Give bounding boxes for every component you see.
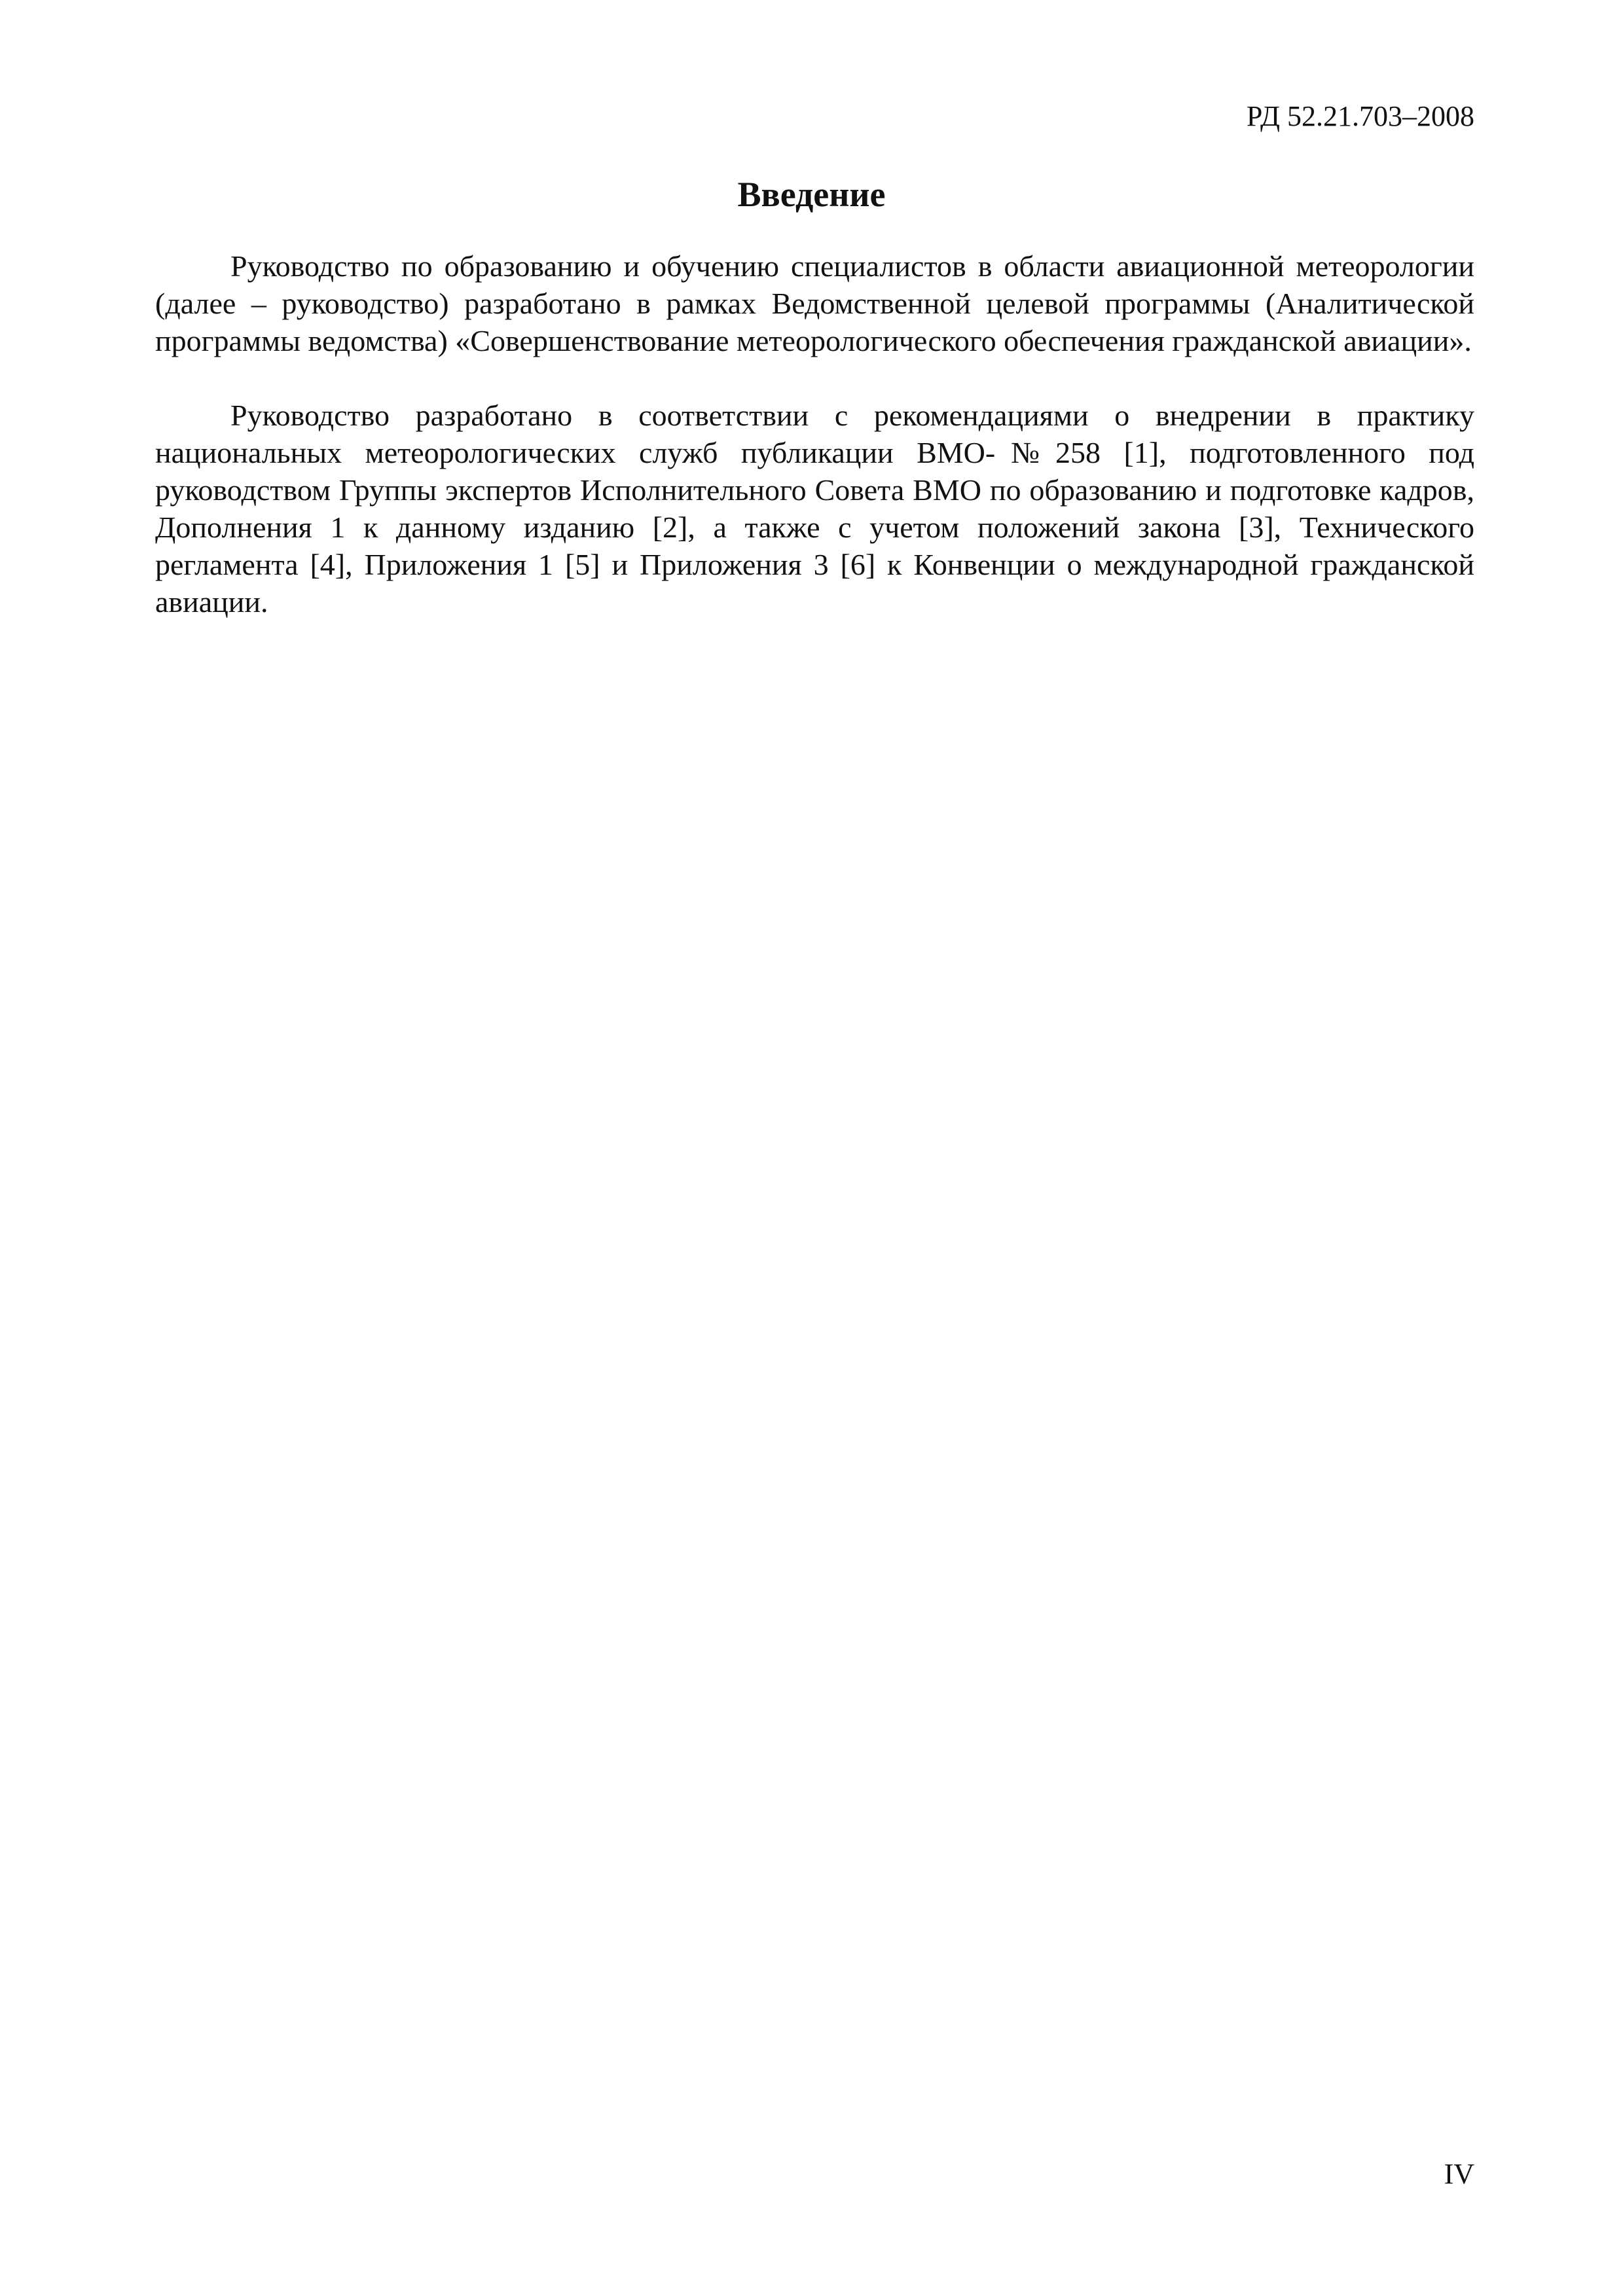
page-number: IV: [1444, 2158, 1474, 2190]
section-body: [155, 247, 1474, 658]
paragraph-1: Руководство по образованию и обучению специалистов в области авиационной метеорологии (далее – руководство) разработано в рамках Ведомственной целевой программы (Аналитической программы ведомства) «Совершенствование метеорологического обеспечения гражданской авиации».: [155, 249, 1474, 357]
paragraph-2: Руководство разработано в соответствии с рекомендациями о внедрении в практику национальных метеорологических служб публикации ВМО-№258 [1], подготовленного под руководством Группы экспертов Исполнительного Совета ВМО по образованию и подготовке кадров, Дополнения 1 к данному изданию [2], а также с учетом положений закона [3], Технического регламента [4], Приложения 1 [5] и Приложения 3 [6] к Конвенции о международной гражданской авиации.: [155, 399, 1474, 619]
document-code: РД 52.21.703–2008: [1246, 100, 1474, 132]
section-title: Введение: [737, 175, 886, 214]
